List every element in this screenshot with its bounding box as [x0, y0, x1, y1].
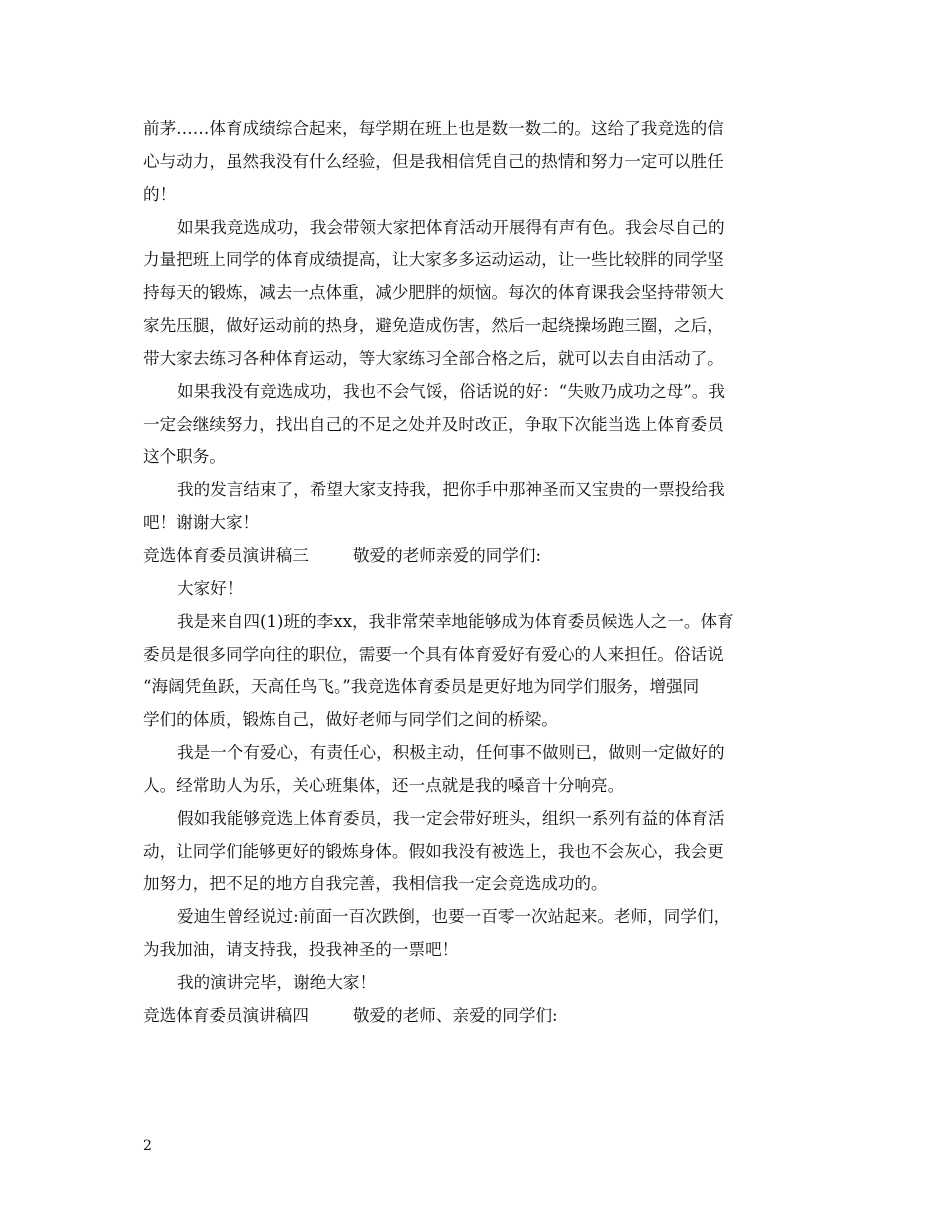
text-line: 我是来自四(1)班的李xx，我非常荣幸地能够成为体育委员候选人之一。体育 [177, 611, 734, 631]
text-line: 为我加油，请支持我，投我神圣的一票吧！ [143, 940, 459, 960]
section-heading: 竞选体育委员演讲稿四 [143, 1005, 309, 1025]
text-line: 力量把班上同学的体育成绩提高，让大家多多运动运动，让一些比较胖的同学坚 [143, 250, 724, 270]
section-heading-line [143, 540, 815, 573]
text-line: 持每天的锻炼，减去一点体重，减少肥胖的烦恼。每次的体育课我会坚持带领大 [143, 283, 724, 303]
text-line: 学们的体质，锻炼自己，做好老师与同学们之间的桥梁。 [143, 710, 558, 730]
page-number: 2 [143, 1138, 152, 1154]
section-heading: 竞选体育委员演讲稿三 [143, 545, 309, 565]
salutation: 敬爱的老师亲爱的同学们: [352, 545, 542, 565]
text-line: 加努力，把不足的地方自我完善，我相信我一定会竞选成功的。 [143, 874, 608, 894]
text-line: 假如我能够竞选上体育委员，我一定会带好班头，组织一系列有益的体育活 [177, 808, 725, 828]
text-line: 如果我没有竞选成功，我也不会气馁，俗话说的好：“失败乃成功之母”。我 [177, 381, 725, 401]
text-line: 我的演讲完毕，谢绝大家！ [177, 972, 377, 992]
section-heading-line [143, 1000, 815, 1033]
text-line: 这个职务。 [143, 447, 226, 467]
text-line: 的！ [143, 184, 177, 204]
text-line: 我是一个有爱心，有责任心，积极主动，任何事不做则已，做则一定做好的 [177, 743, 725, 763]
text-line: 家先压腿，做好运动前的热身，避免造成伤害，然后一起绕操场跑三圈，之后， [143, 316, 724, 336]
text-line: 人。经常助人为乐，关心班集体，还一点就是我的嗓音十分响亮。 [143, 775, 625, 795]
text-line: 吧！谢谢大家！ [143, 513, 260, 533]
text-line: 动，让同学们能够更好的锻炼身体。假如我没有被选上，我也不会灰心，我会更 [143, 841, 724, 861]
text-line: 如果我竞选成功，我会带领大家把体育活动开展得有声有色。我会尽自己的 [177, 217, 725, 237]
text-line: “海阔凭鱼跃，天高任鸟飞。”我竞选体育委员是更好地为同学们服务，增强同 [143, 677, 700, 697]
text-line: 爱迪生曾经说过:前面一百次跌倒，也要一百零一次站起来。老师，同学们， [177, 907, 731, 927]
text-line: 前茅……体育成绩综合起来，每学期在班上也是数一数二的。这给了我竞选的信 [143, 119, 724, 138]
text-line: 带大家去练习各种体育运动，等大家练习全部合格之后，就可以去自由活动了。 [143, 348, 724, 368]
document-body [143, 113, 815, 1033]
text-line: 一定会继续努力，找出自己的不足之处并及时改正，争取下次能当选上体育委员 [143, 414, 724, 434]
text-line: 心与动力，虽然我没有什么经验，但是我相信凭自己的热情和努力一定可以胜任 [143, 151, 724, 171]
text-line: 委员是很多同学向往的职位，需要一个具有体育爱好有爱心的人来担任。俗话说 [143, 644, 724, 664]
text-line: 我的发言结束了，希望大家支持我，把你手中那神圣而又宝贵的一票投给我 [177, 480, 725, 500]
salutation: 敬爱的老师、亲爱的同学们: [352, 1005, 558, 1025]
text-line: 大家好！ [177, 578, 244, 598]
